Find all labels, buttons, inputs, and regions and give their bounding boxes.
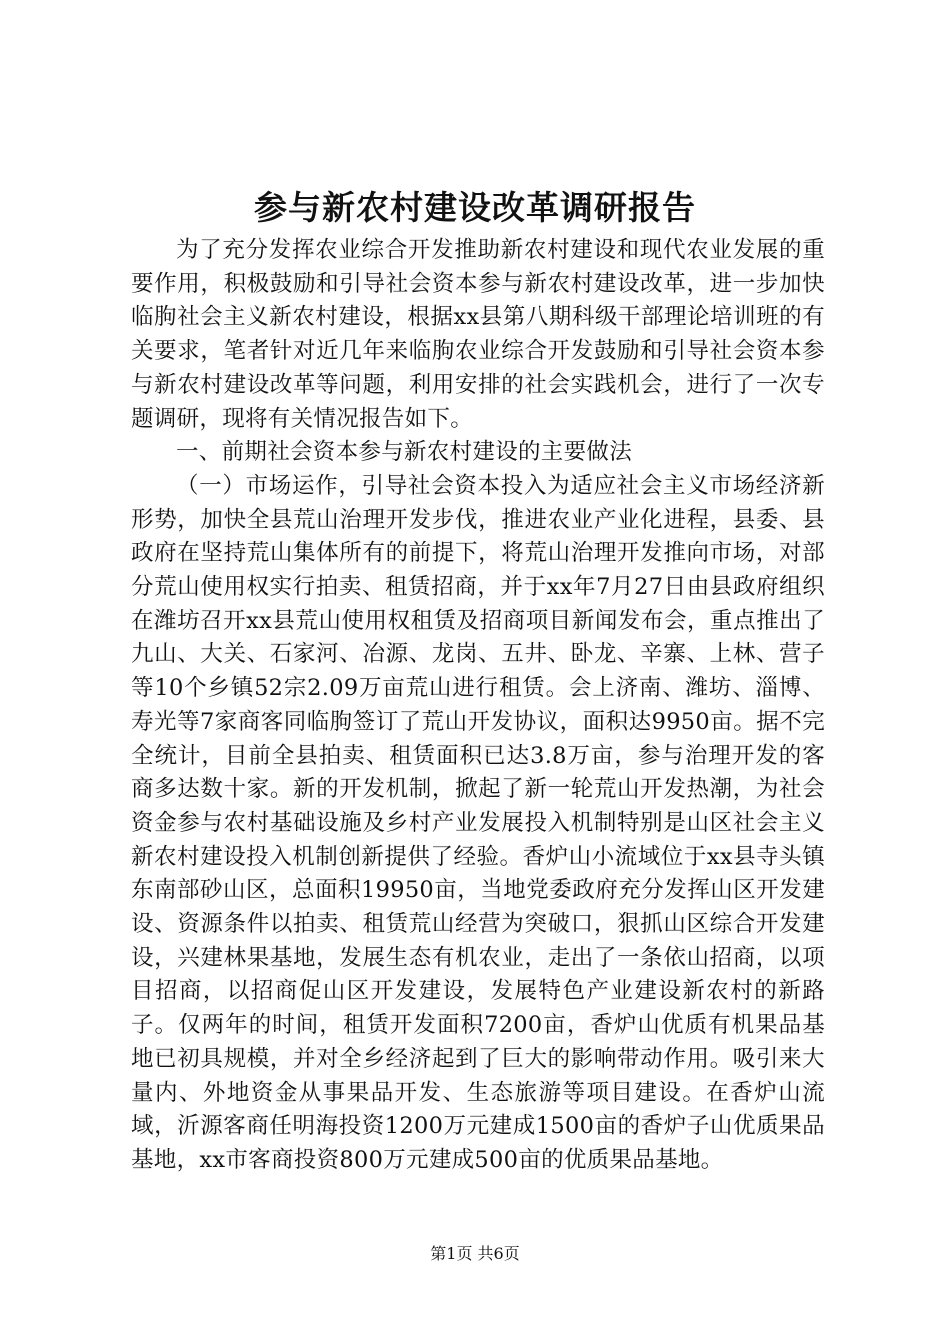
document-body bbox=[131, 234, 825, 1178]
document-title: 参与新农村建设改革调研报告 bbox=[254, 188, 696, 227]
intro-paragraph: 为了充分发挥农业综合开发推助新农村建设和现代农业发展的重要作用，积极鼓励和引导社会资本参与新农村建设改革，进一步加快临朐社会主义新农村建设，根据xx县第八期科级干部理论培训班的有关要求，笔者针对近几年来临朐农业综合开发鼓励和引导社会资本参与新农村建设改革等问题，利用安排的社会实践机会，进行了一次专题调研，现将有关情况报告如下。 bbox=[131, 237, 825, 432]
page-number-footer: 第1页 共6页 bbox=[430, 1244, 520, 1263]
section-heading: 一、前期社会资本参与新农村建设的主要做法 bbox=[176, 439, 633, 466]
section-paragraph: （一）市场运作，引导社会资本投入为适应社会主义市场经济新形势，加快全县荒山治理开发步伐，推进农业产业化进程，县委、县政府在坚持荒山集体所有的前提下，将荒山治理开发推向市场，对部分荒山使用权实行拍卖、租赁招商，并于xx年7月27日由县政府组织在潍坊召开xx县荒山使用权租赁及招商项目新闻发布会，重点推出了九山、大关、石家河、冶源、龙岗、五井、卧龙、辛寨、上林、营子等10个乡镇52宗2.09万亩荒山进行租赁。会上济南、潍坊、淄博、寿光等7家商客同临朐签订了荒山开发协议，面积达9950亩。据不完全统计，目前全县拍卖、租赁面积已达3.8万亩，参与治理开发的客商多达数十家。新的开发机制，掀起了新一轮荒山开发热潮，为社会资金参与农村基础设施及乡村产业发展投入机制特别是山区社会主义新农村建设投入机制创新提供了经验。香炉山小流域位于xx县寺头镇东南部砂山区，总面积19950亩，当地党委政府充分发挥山区开发建设、资源条件以拍卖、租赁荒山经营为突破口，狠抓山区综合开发建设，兴建林果基地，发展生态有机农业，走出了一条依山招商，以项目招商，以招商促山区开发建设，发展特色产业建设新农村的新路子。仅两年的时间，租赁开发面积7200亩，香炉山优质有机果品基地已初具规模，并对全乡经济起到了巨大的影响带动作用。吸引来大量内、外地资金从事果品开发、生态旅游等项目建设。在香炉山流域，沂源客商任明海投资1200万元建成1500亩的香炉子山优质果品基地，xx市客商投资800万元建成500亩的优质果品基地。 bbox=[131, 472, 825, 1173]
